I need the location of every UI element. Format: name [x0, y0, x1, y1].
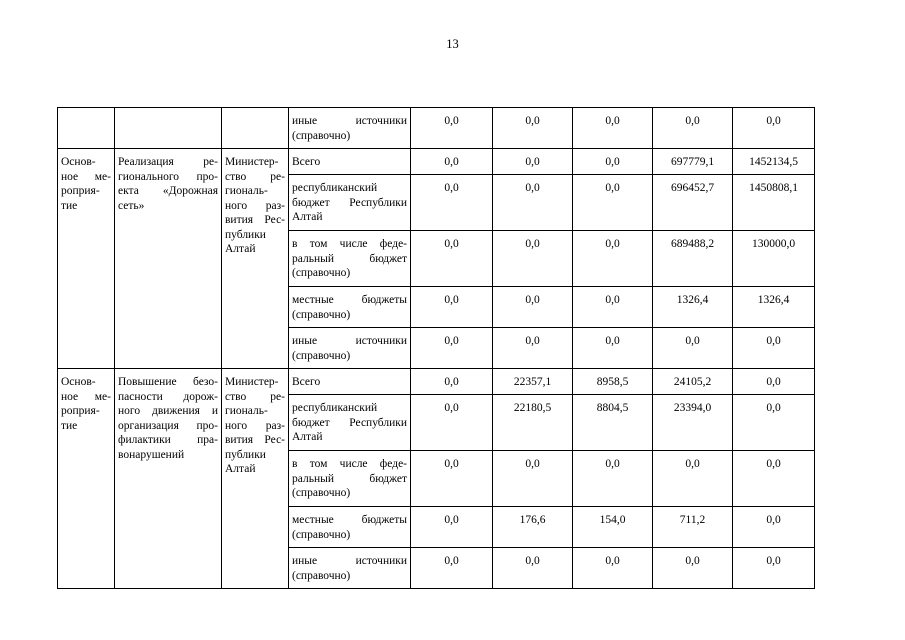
activity-name-cell-line: екта «Дорожная: [118, 185, 218, 197]
budget-table: [57, 107, 815, 589]
value-cell: 0,0: [733, 451, 815, 507]
value-cell: 0,0: [411, 369, 493, 395]
value-cell: 689488,2: [653, 231, 733, 287]
value-cell: 0,0: [573, 175, 653, 231]
activity-type-cell-line: роприя-: [61, 185, 100, 197]
value-cell: 1452134,5: [733, 149, 815, 175]
value-cell: 0,0: [573, 328, 653, 369]
funding-source-cell-line: Алтай: [292, 211, 323, 223]
executor-cell-line: ство ре-: [225, 390, 285, 403]
executor-cell-line: вития Рес-: [225, 434, 285, 446]
funding-source-cell-line: иные источники: [292, 555, 407, 567]
value-cell: 696452,7: [653, 175, 733, 231]
value-cell: 0,0: [653, 548, 733, 589]
activity-name-cell: [115, 369, 222, 589]
executor-cell-line: гиональ-: [225, 185, 268, 197]
funding-source-cell: [289, 231, 411, 287]
funding-source-cell-line: иные источники: [292, 115, 407, 127]
funding-source-cell: [289, 369, 411, 395]
executor-cell-line: ного раз-: [225, 419, 285, 432]
funding-source-cell-line: республиканский: [292, 182, 378, 194]
activity-type-cell-line: тие: [61, 199, 78, 212]
value-cell: 0,0: [411, 451, 493, 507]
value-cell: 0,0: [493, 149, 573, 175]
activity-name-cell-line: Повышение безо-: [118, 376, 218, 388]
funding-source-cell-line: ральный бюджет: [292, 472, 407, 485]
value-cell: 22357,1: [493, 369, 573, 395]
executor-cell: [222, 149, 289, 369]
table-row: [58, 149, 815, 175]
funding-source-cell: [289, 328, 411, 369]
funding-source-cell-line: республиканский: [292, 402, 378, 414]
funding-source-cell-line: (справочно): [292, 267, 351, 279]
value-cell: 0,0: [733, 328, 815, 369]
value-cell: 1326,4: [733, 287, 815, 328]
activity-name-cell-line: ного движения и: [118, 405, 218, 417]
funding-source-cell-line: (справочно): [292, 528, 351, 541]
value-cell: 0,0: [493, 548, 573, 589]
funding-source-cell-line: Алтай: [292, 431, 323, 443]
value-cell: 0,0: [411, 149, 493, 175]
funding-source-cell-line: местные бюджеты: [292, 294, 407, 306]
value-cell: 0,0: [573, 149, 653, 175]
value-cell: 154,0: [573, 507, 653, 548]
activity-type-cell: [58, 369, 115, 589]
value-cell: 0,0: [653, 451, 733, 507]
value-cell: 711,2: [653, 507, 733, 548]
funding-source-cell-line: местные бюджеты: [292, 514, 407, 526]
value-cell: 0,0: [733, 507, 815, 548]
value-cell: 1450808,1: [733, 175, 815, 231]
table-row: [58, 108, 815, 149]
activity-name-cell: [115, 149, 222, 369]
value-cell: 0,0: [573, 548, 653, 589]
value-cell: 0,0: [493, 175, 573, 231]
value-cell: 0,0: [411, 108, 493, 149]
value-cell: 0,0: [493, 328, 573, 369]
funding-source-cell-line: (справочно): [292, 487, 351, 499]
activity-name-cell-line: пасности дорож-: [118, 390, 218, 403]
activity-name-cell-line: вонарушений: [118, 448, 185, 461]
activity-type-cell-line: ное ме-: [61, 390, 111, 403]
funding-source-cell: [289, 451, 411, 507]
executor-cell: [222, 369, 289, 589]
activity-type-cell-line: роприя-: [61, 405, 100, 417]
executor-cell-line: Алтай: [225, 243, 256, 255]
value-cell: 697779,1: [653, 149, 733, 175]
executor-cell-line: Министер-: [225, 376, 279, 388]
funding-source-cell-line: в том числе феде-: [292, 238, 407, 250]
activity-type-cell-line: тие: [61, 419, 78, 432]
funding-source-cell-line: (справочно): [292, 129, 351, 142]
activity-name-cell: [115, 108, 222, 149]
activity-name-cell-line: филактики пра-: [118, 434, 218, 446]
value-cell: 0,0: [411, 395, 493, 451]
funding-source-cell-line: ральный бюджет: [292, 252, 407, 265]
value-cell: 0,0: [411, 548, 493, 589]
funding-source-cell: [289, 108, 411, 149]
executor-cell-line: публики: [225, 448, 266, 461]
activity-name-cell-line: организация про-: [118, 419, 218, 432]
value-cell: 0,0: [493, 287, 573, 328]
value-cell: 8804,5: [573, 395, 653, 451]
value-cell: 0,0: [411, 328, 493, 369]
executor-cell-line: Алтай: [225, 463, 256, 475]
value-cell: 0,0: [573, 287, 653, 328]
value-cell: 0,0: [411, 507, 493, 548]
activity-type-cell: [58, 149, 115, 369]
value-cell: 0,0: [733, 369, 815, 395]
funding-source-cell-line: Всего: [292, 376, 321, 388]
activity-name-cell-line: гионального про-: [118, 170, 218, 183]
value-cell: 23394,0: [653, 395, 733, 451]
value-cell: 0,0: [411, 231, 493, 287]
page-number: 13: [446, 37, 459, 51]
value-cell: 0,0: [411, 287, 493, 328]
value-cell: 22180,5: [493, 395, 573, 451]
funding-source-cell: [289, 548, 411, 589]
executor-cell-line: гиональ-: [225, 405, 268, 417]
table-row: [58, 369, 815, 395]
value-cell: 0,0: [411, 175, 493, 231]
value-cell: 24105,2: [653, 369, 733, 395]
funding-source-cell: [289, 175, 411, 231]
funding-source-cell-line: (справочно): [292, 308, 351, 321]
activity-type-cell-line: Основ-: [61, 376, 96, 388]
activity-name-cell-line: сеть»: [118, 199, 145, 212]
value-cell: 0,0: [573, 108, 653, 149]
executor-cell-line: ство ре-: [225, 170, 285, 183]
activity-type-cell-line: Основ-: [61, 156, 96, 168]
value-cell: 1326,4: [653, 287, 733, 328]
funding-source-cell-line: в том числе феде-: [292, 458, 407, 470]
activity-name-cell-line: Реализация ре-: [118, 156, 218, 168]
funding-source-cell-line: бюджет Республики: [292, 196, 407, 209]
value-cell: 0,0: [733, 395, 815, 451]
value-cell: 130000,0: [733, 231, 815, 287]
value-cell: 0,0: [493, 108, 573, 149]
funding-source-cell: [289, 149, 411, 175]
funding-source-cell-line: (справочно): [292, 349, 351, 362]
activity-type-cell-line: ное ме-: [61, 170, 111, 183]
executor-cell-line: ного раз-: [225, 199, 285, 212]
value-cell: 0,0: [493, 451, 573, 507]
value-cell: 176,6: [493, 507, 573, 548]
funding-source-cell-line: иные источники: [292, 335, 407, 347]
executor-cell-line: публики: [225, 228, 266, 241]
executor-cell-line: вития Рес-: [225, 214, 285, 226]
funding-source-cell: [289, 395, 411, 451]
value-cell: 0,0: [493, 231, 573, 287]
funding-source-cell: [289, 507, 411, 548]
executor-cell-line: Министер-: [225, 156, 279, 168]
value-cell: 0,0: [733, 548, 815, 589]
funding-source-cell: [289, 287, 411, 328]
funding-source-cell-line: Всего: [292, 156, 321, 168]
funding-source-cell-line: (справочно): [292, 569, 351, 582]
value-cell: 0,0: [733, 108, 815, 149]
funding-source-cell-line: бюджет Республики: [292, 416, 407, 429]
table-body: [58, 108, 815, 589]
executor-cell: [222, 108, 289, 149]
value-cell: 8958,5: [573, 369, 653, 395]
value-cell: 0,0: [573, 451, 653, 507]
value-cell: 0,0: [653, 328, 733, 369]
value-cell: 0,0: [653, 108, 733, 149]
activity-type-cell: [58, 108, 115, 149]
value-cell: 0,0: [573, 231, 653, 287]
